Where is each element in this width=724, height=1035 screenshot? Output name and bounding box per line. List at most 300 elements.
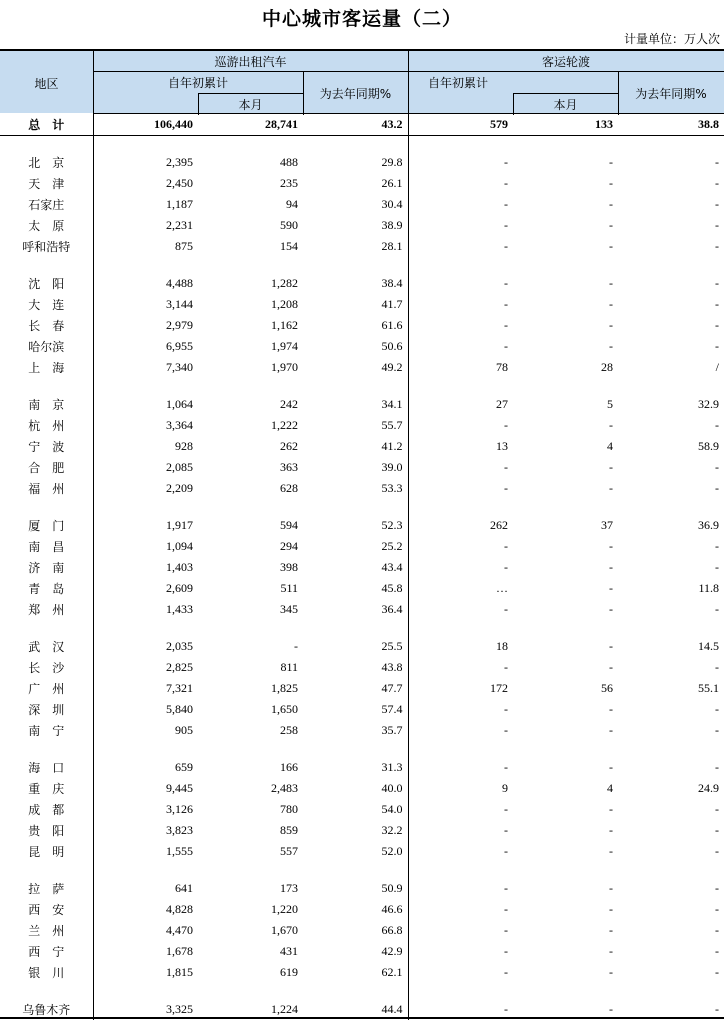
ferry-month-cell: - — [609, 581, 613, 595]
taxi-ytd-cell: 928 — [175, 439, 193, 453]
ferry-yoy-cell: 11.8 — [698, 581, 719, 595]
region-cell: 郑 州 — [0, 599, 93, 620]
ferry-month-cell: - — [609, 539, 613, 553]
taxi-ytd-cell: 905 — [175, 723, 193, 737]
taxi-month-cell: 1,220 — [271, 902, 298, 916]
taxi-month-cell: 619 — [280, 965, 298, 979]
region-cell: 兰 州 — [0, 920, 93, 941]
ferry-month-cell: - — [609, 155, 613, 169]
ferry-month-cell: - — [609, 802, 613, 816]
taxi-ytd-cell: 1,815 — [166, 965, 193, 979]
taxi-month-cell: 166 — [280, 760, 298, 774]
region-cell: 长 春 — [0, 315, 93, 336]
ferry-month-cell: - — [609, 339, 613, 353]
ferry-month-cell: - — [609, 560, 613, 574]
ferry-ytd-cell: - — [504, 760, 508, 774]
taxi-month-cell: 398 — [280, 560, 298, 574]
table-row — [0, 415, 724, 436]
region-cell: 南 昌 — [0, 536, 93, 557]
table-row — [0, 215, 724, 236]
taxi-month-cell: 1,974 — [271, 339, 298, 353]
taxi-month-cell: 294 — [280, 539, 298, 553]
taxi-month-cell: 1,670 — [271, 923, 298, 937]
ferry-yoy-cell: - — [715, 965, 719, 979]
ferry-yoy-cell: - — [715, 760, 719, 774]
taxi-month-cell: 811 — [280, 660, 298, 674]
taxi-yoy-cell: 55.7 — [303, 415, 408, 436]
spacer-row — [0, 378, 724, 394]
taxi-yoy-cell: 28.1 — [303, 236, 408, 257]
region-cell: 杭 州 — [0, 415, 93, 436]
data-table — [0, 113, 724, 1020]
header-taxi-group: 巡游出租汽车 — [214, 54, 287, 69]
taxi-ytd-cell: 3,126 — [166, 802, 193, 816]
taxi-ytd-cell: 2,209 — [166, 481, 193, 495]
taxi-yoy-cell: 47.7 — [303, 678, 408, 699]
taxi-yoy-cell: 41.7 — [303, 294, 408, 315]
taxi-yoy-cell: 61.6 — [303, 315, 408, 336]
taxi-month-cell: 780 — [280, 802, 298, 816]
region-cell: 南 京 — [0, 394, 93, 415]
ferry-yoy-cell: - — [715, 176, 719, 190]
ferry-ytd-cell: - — [504, 923, 508, 937]
table-row — [0, 557, 724, 578]
table-row — [0, 336, 724, 357]
ferry-ytd-cell: - — [504, 802, 508, 816]
table-row — [0, 799, 724, 820]
taxi-yoy-cell: 62.1 — [303, 962, 408, 983]
region-cell: 乌鲁木齐 — [0, 999, 93, 1020]
region-cell: 拉 萨 — [0, 878, 93, 899]
table-bottom-border — [0, 1017, 724, 1019]
ferry-ytd-cell: - — [504, 460, 508, 474]
taxi-ytd-cell: 2,825 — [166, 660, 193, 674]
taxi-ytd-cell: 1,917 — [166, 518, 193, 532]
region-cell: 广 州 — [0, 678, 93, 699]
taxi-yoy-cell: 38.9 — [303, 215, 408, 236]
ferry-yoy-cell: / — [715, 360, 719, 374]
taxi-ytd-cell: 641 — [175, 881, 193, 895]
taxi-month-cell: 262 — [280, 439, 298, 453]
ferry-month-cell: - — [609, 1002, 613, 1016]
ferry-month-cell: - — [609, 660, 613, 674]
region-cell: 厦 门 — [0, 515, 93, 536]
ferry-yoy-cell: - — [715, 702, 719, 716]
taxi-month-cell: 235 — [280, 176, 298, 190]
ferry-month-cell: - — [609, 823, 613, 837]
taxi-month-cell: 363 — [280, 460, 298, 474]
ferry-yoy-cell: - — [715, 276, 719, 290]
region-cell: 长 沙 — [0, 657, 93, 678]
table-row — [0, 273, 724, 294]
taxi-yoy-cell: 35.7 — [303, 720, 408, 741]
table-row — [0, 657, 724, 678]
table-row — [0, 878, 724, 899]
taxi-ytd-cell: 3,144 — [166, 297, 193, 311]
ferry-month-cell: 4 — [607, 781, 613, 795]
header-region: 地区 — [34, 76, 59, 91]
total-row — [0, 113, 724, 136]
region-cell: 宁 波 — [0, 436, 93, 457]
table-row — [0, 194, 724, 215]
ferry-yoy-cell: 32.9 — [698, 397, 719, 411]
ferry-ytd-cell: - — [504, 881, 508, 895]
taxi-ytd-cell: 1,555 — [166, 844, 193, 858]
ferry-ytd-cell: - — [504, 297, 508, 311]
ferry-yoy-cell: - — [715, 660, 719, 674]
ferry-ytd-cell: - — [504, 418, 508, 432]
taxi-yoy-cell: 31.3 — [303, 757, 408, 778]
taxi-yoy-cell: 54.0 — [303, 799, 408, 820]
table-row — [0, 357, 724, 378]
header-ferry-ytd: 自年初累计 — [428, 75, 489, 90]
table-row — [0, 820, 724, 841]
taxi-ytd-cell: 2,085 — [166, 460, 193, 474]
ferry-yoy-cell: - — [715, 418, 719, 432]
ferry-month-cell: - — [609, 176, 613, 190]
taxi-month-cell: 1,224 — [271, 1002, 298, 1016]
ferry-ytd-cell: - — [504, 197, 508, 211]
taxi-ytd-cell: 1,678 — [166, 944, 193, 958]
taxi-ytd-cell: 875 — [175, 239, 193, 253]
table-row — [0, 941, 724, 962]
ferry-month-cell: - — [609, 297, 613, 311]
ferry-ytd-cell: - — [504, 239, 508, 253]
table-row — [0, 720, 724, 741]
ferry-ytd-cell: - — [504, 702, 508, 716]
table-row — [0, 578, 724, 599]
region-cell: 北 京 — [0, 152, 93, 173]
ferry-yoy-cell: - — [715, 902, 719, 916]
region-cell: 合 肥 — [0, 457, 93, 478]
ferry-ytd-cell: - — [504, 276, 508, 290]
region-cell: 天 津 — [0, 173, 93, 194]
ferry-yoy-cell: - — [715, 239, 719, 253]
region-cell: 武 汉 — [0, 636, 93, 657]
table-row — [0, 699, 724, 720]
taxi-yoy-cell: 43.8 — [303, 657, 408, 678]
ferry-yoy-cell: - — [715, 481, 719, 495]
taxi-yoy-cell: 25.5 — [303, 636, 408, 657]
ferry-month-cell: - — [609, 702, 613, 716]
ferry-month-cell: - — [609, 881, 613, 895]
ferry-yoy-cell: - — [715, 844, 719, 858]
taxi-month-cell: 242 — [280, 397, 298, 411]
taxi-ytd-cell: 1,064 — [166, 397, 193, 411]
spacer-row — [0, 136, 724, 153]
ferry-yoy-cell: - — [715, 318, 719, 332]
ferry-ytd-cell: - — [504, 602, 508, 616]
taxi-yoy-cell: 26.1 — [303, 173, 408, 194]
table-row — [0, 294, 724, 315]
taxi-month-cell: 1,825 — [271, 681, 298, 695]
taxi-month-cell: 258 — [280, 723, 298, 737]
spacer-row — [0, 257, 724, 273]
taxi-month-cell: 2,483 — [271, 781, 298, 795]
taxi-yoy-cell: 50.6 — [303, 336, 408, 357]
ferry-yoy-cell: 36.9 — [698, 518, 719, 532]
taxi-month-cell: 1,650 — [271, 702, 298, 716]
ferry-yoy-cell: - — [715, 460, 719, 474]
taxi-ytd-cell: 1,187 — [166, 197, 193, 211]
ferry-ytd-cell: - — [504, 218, 508, 232]
ferry-ytd-cell: - — [504, 339, 508, 353]
region-cell: 重 庆 — [0, 778, 93, 799]
region-cell: 总 计 — [0, 113, 93, 136]
taxi-yoy-cell: 40.0 — [303, 778, 408, 799]
ferry-ytd-cell: - — [504, 723, 508, 737]
region-cell: 福 州 — [0, 478, 93, 499]
taxi-ytd-cell: 9,445 — [166, 781, 193, 795]
taxi-month-cell: 94 — [286, 197, 298, 211]
taxi-yoy-cell: 30.4 — [303, 194, 408, 215]
table-row — [0, 173, 724, 194]
region-cell: 石家庄 — [0, 194, 93, 215]
taxi-yoy-cell: 66.8 — [303, 920, 408, 941]
region-cell: 西 宁 — [0, 941, 93, 962]
taxi-ytd-cell: 1,094 — [166, 539, 193, 553]
taxi-yoy-cell: 34.1 — [303, 394, 408, 415]
ferry-yoy-cell: - — [715, 823, 719, 837]
ferry-ytd-cell: … — [496, 581, 508, 595]
ferry-month-cell: 56 — [601, 681, 613, 695]
taxi-ytd-cell: 1,433 — [166, 602, 193, 616]
table-row — [0, 478, 724, 499]
taxi-ytd-cell: 3,823 — [166, 823, 193, 837]
spacer-row — [0, 983, 724, 999]
region-cell: 青 岛 — [0, 578, 93, 599]
table-row — [0, 962, 724, 983]
taxi-ytd-cell: 4,470 — [166, 923, 193, 937]
taxi-month-cell: 1,222 — [271, 418, 298, 432]
table-row — [0, 841, 724, 862]
ferry-month-cell: - — [609, 844, 613, 858]
region-cell: 哈尔滨 — [0, 336, 93, 357]
ferry-month-cell: - — [609, 902, 613, 916]
taxi-month-cell: 628 — [280, 481, 298, 495]
taxi-ytd-cell: 7,321 — [166, 681, 193, 695]
region-cell: 西 安 — [0, 899, 93, 920]
taxi-yoy-cell: 41.2 — [303, 436, 408, 457]
ferry-month-cell: - — [609, 602, 613, 616]
table-header — [0, 49, 724, 114]
ferry-ytd-cell: - — [504, 965, 508, 979]
table-row — [0, 152, 724, 173]
ferry-ytd-cell: 579 — [408, 113, 513, 136]
ferry-month-cell: 4 — [607, 439, 613, 453]
ferry-yoy-cell: - — [715, 339, 719, 353]
header-ferry-group: 客运轮渡 — [541, 54, 590, 69]
taxi-yoy-cell: 50.9 — [303, 878, 408, 899]
taxi-ytd-cell: 7,340 — [166, 360, 193, 374]
header-ferry-month: 本月 — [553, 97, 578, 112]
ferry-month-cell: - — [609, 239, 613, 253]
region-cell: 成 都 — [0, 799, 93, 820]
taxi-ytd-cell: 2,395 — [166, 155, 193, 169]
ferry-yoy-cell: - — [715, 560, 719, 574]
taxi-month-cell: 859 — [280, 823, 298, 837]
ferry-ytd-cell: - — [504, 844, 508, 858]
taxi-ytd-cell: 106,440 — [93, 113, 198, 136]
region-cell: 贵 阳 — [0, 820, 93, 841]
ferry-ytd-cell: - — [504, 902, 508, 916]
table-row — [0, 757, 724, 778]
ferry-ytd-cell: - — [504, 539, 508, 553]
taxi-yoy-cell: 38.4 — [303, 273, 408, 294]
spacer-row — [0, 499, 724, 515]
taxi-month-cell: 431 — [280, 944, 298, 958]
taxi-yoy-cell: 32.2 — [303, 820, 408, 841]
taxi-ytd-cell: 4,828 — [166, 902, 193, 916]
region-cell: 南 宁 — [0, 720, 93, 741]
ferry-yoy-cell: 24.9 — [698, 781, 719, 795]
taxi-month-cell: 1,208 — [271, 297, 298, 311]
region-cell: 银 川 — [0, 962, 93, 983]
table-row — [0, 920, 724, 941]
table-row — [0, 899, 724, 920]
ferry-yoy-cell: - — [715, 297, 719, 311]
taxi-ytd-cell: 5,840 — [166, 702, 193, 716]
spacer-row — [0, 741, 724, 757]
ferry-yoy-cell: - — [715, 923, 719, 937]
spacer-row — [0, 862, 724, 878]
unit-label: 计量单位：万人次 — [623, 32, 720, 46]
taxi-yoy-cell: 57.4 — [303, 699, 408, 720]
taxi-yoy-cell: 42.9 — [303, 941, 408, 962]
ferry-yoy-cell: 55.1 — [698, 681, 719, 695]
page-title: 中心城市客运量（二） — [261, 8, 462, 30]
taxi-yoy-cell: 53.3 — [303, 478, 408, 499]
ferry-yoy-cell: - — [715, 723, 719, 737]
taxi-month-cell: 1,970 — [271, 360, 298, 374]
ferry-ytd-cell: 27 — [496, 397, 508, 411]
ferry-ytd-cell: - — [504, 318, 508, 332]
taxi-month-cell: 594 — [280, 518, 298, 532]
taxi-ytd-cell: 6,955 — [166, 339, 193, 353]
ferry-ytd-cell: - — [504, 1002, 508, 1016]
ferry-month-cell: - — [609, 276, 613, 290]
ferry-yoy-cell: 14.5 — [698, 639, 719, 653]
ferry-month-cell: 133 — [513, 113, 618, 136]
ferry-yoy-cell: - — [715, 602, 719, 616]
table-row — [0, 599, 724, 620]
ferry-yoy-cell: - — [715, 155, 719, 169]
taxi-yoy-cell: 45.8 — [303, 578, 408, 599]
taxi-yoy-cell: 29.8 — [303, 152, 408, 173]
ferry-ytd-cell: 9 — [502, 781, 508, 795]
region-cell: 大 连 — [0, 294, 93, 315]
taxi-month-cell: - — [294, 639, 298, 653]
header-taxi-yoy: 为去年同期% — [319, 86, 392, 101]
taxi-month-cell: 511 — [280, 581, 298, 595]
table-row — [0, 315, 724, 336]
taxi-month-cell: 557 — [280, 844, 298, 858]
ferry-ytd-cell: - — [504, 823, 508, 837]
taxi-yoy-cell: 43.4 — [303, 557, 408, 578]
ferry-ytd-cell: - — [504, 560, 508, 574]
taxi-yoy-cell: 44.4 — [303, 999, 408, 1020]
ferry-month-cell: - — [609, 965, 613, 979]
taxi-yoy-cell: 25.2 — [303, 536, 408, 557]
taxi-ytd-cell: 2,979 — [166, 318, 193, 332]
ferry-ytd-cell: - — [504, 481, 508, 495]
taxi-month-cell: 590 — [280, 218, 298, 232]
ferry-yoy-cell: - — [715, 218, 719, 232]
taxi-ytd-cell: 2,231 — [166, 218, 193, 232]
taxi-ytd-cell: 3,364 — [166, 418, 193, 432]
ferry-yoy-cell: 38.8 — [618, 113, 724, 136]
ferry-yoy-cell: - — [715, 881, 719, 895]
taxi-month-cell: 173 — [280, 881, 298, 895]
ferry-ytd-cell: - — [504, 176, 508, 190]
ferry-month-cell: - — [609, 418, 613, 432]
ferry-ytd-cell: 18 — [496, 639, 508, 653]
region-cell: 上 海 — [0, 357, 93, 378]
ferry-ytd-cell: - — [504, 155, 508, 169]
ferry-month-cell: 28 — [601, 360, 613, 374]
ferry-ytd-cell: 13 — [496, 439, 508, 453]
ferry-yoy-cell: - — [715, 1002, 719, 1016]
taxi-ytd-cell: 1,403 — [166, 560, 193, 574]
taxi-yoy-cell: 43.2 — [303, 113, 408, 136]
taxi-yoy-cell: 36.4 — [303, 599, 408, 620]
region-cell: 沈 阳 — [0, 273, 93, 294]
taxi-yoy-cell: 46.6 — [303, 899, 408, 920]
region-cell: 深 圳 — [0, 699, 93, 720]
region-cell: 呼和浩特 — [0, 236, 93, 257]
table-row — [0, 436, 724, 457]
taxi-month-cell: 28,741 — [198, 113, 303, 136]
taxi-month-cell: 1,282 — [271, 276, 298, 290]
ferry-yoy-cell: - — [715, 197, 719, 211]
region-cell: 昆 明 — [0, 841, 93, 862]
table-row — [0, 515, 724, 536]
table-row — [0, 394, 724, 415]
ferry-month-cell: 37 — [601, 518, 613, 532]
ferry-ytd-cell: 262 — [490, 518, 508, 532]
ferry-month-cell: - — [609, 760, 613, 774]
ferry-month-cell: - — [609, 923, 613, 937]
ferry-ytd-cell: - — [504, 944, 508, 958]
taxi-ytd-cell: 2,035 — [166, 639, 193, 653]
header-taxi-ytd: 自年初累计 — [167, 75, 228, 90]
region-cell: 太 原 — [0, 215, 93, 236]
ferry-ytd-cell: 78 — [496, 360, 508, 374]
ferry-yoy-cell: 58.9 — [698, 439, 719, 453]
ferry-month-cell: - — [609, 723, 613, 737]
ferry-yoy-cell: - — [715, 944, 719, 958]
table-row — [0, 236, 724, 257]
taxi-yoy-cell: 39.0 — [303, 457, 408, 478]
table-row — [0, 778, 724, 799]
taxi-month-cell: 345 — [280, 602, 298, 616]
ferry-month-cell: - — [609, 639, 613, 653]
ferry-month-cell: - — [609, 318, 613, 332]
ferry-month-cell: 5 — [607, 397, 613, 411]
ferry-month-cell: - — [609, 218, 613, 232]
taxi-ytd-cell: 4,488 — [166, 276, 193, 290]
taxi-yoy-cell: 49.2 — [303, 357, 408, 378]
ferry-ytd-cell: - — [504, 660, 508, 674]
ferry-yoy-cell: - — [715, 802, 719, 816]
region-cell: 济 南 — [0, 557, 93, 578]
taxi-ytd-cell: 659 — [175, 760, 193, 774]
taxi-yoy-cell: 52.0 — [303, 841, 408, 862]
taxi-month-cell: 1,162 — [271, 318, 298, 332]
header-taxi-month: 本月 — [238, 97, 263, 112]
ferry-month-cell: - — [609, 197, 613, 211]
region-cell: 海 口 — [0, 757, 93, 778]
